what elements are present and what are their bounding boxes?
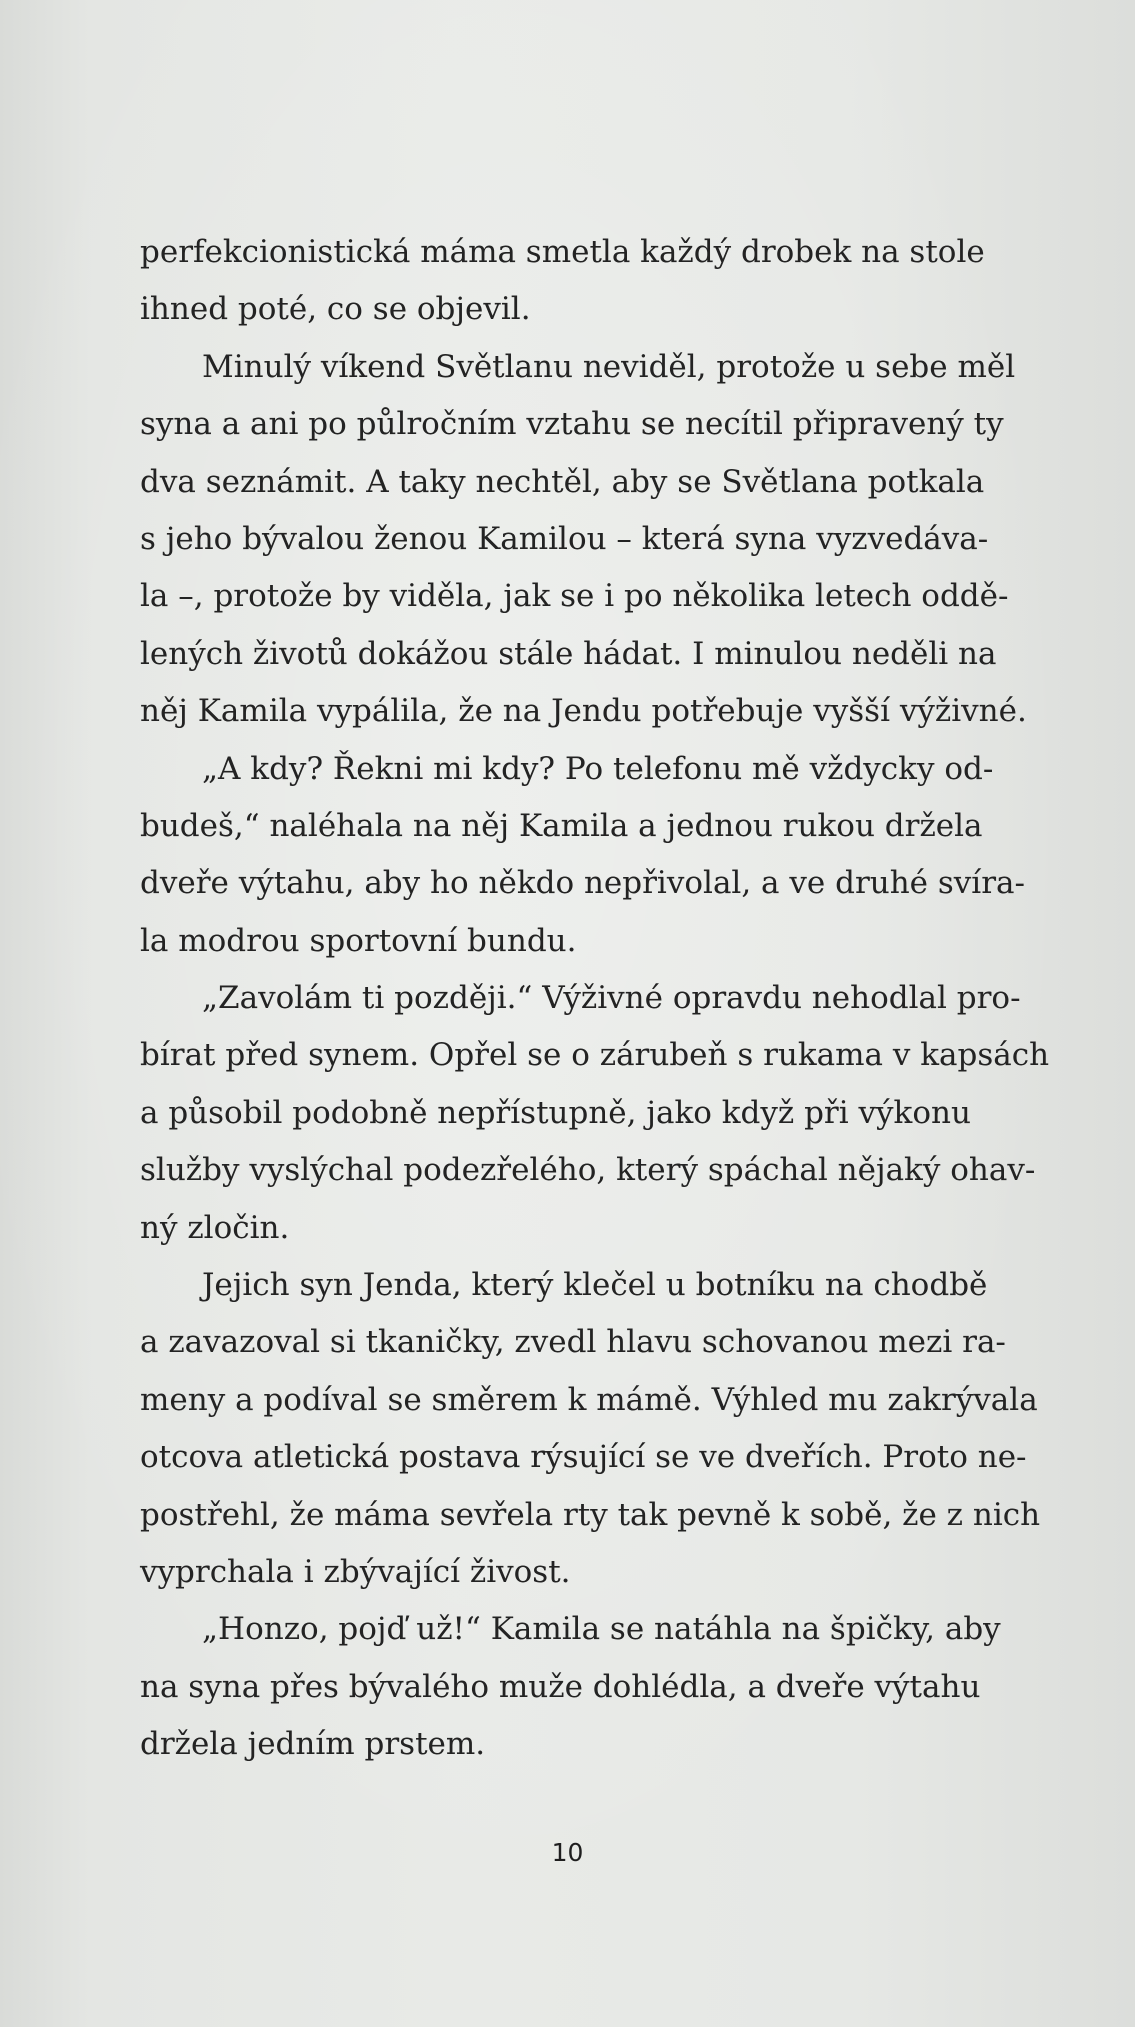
text-line: otcova atletická postava rýsující se ve dveřích. Proto ne- (140, 1439, 1027, 1476)
text-line: postřehl, že máma sevřela rty tak pevně k sobě, že z nich (140, 1496, 1041, 1533)
text-line: la modrou sportovní bundu. (140, 922, 577, 959)
text-line: ný zločin. (140, 1209, 290, 1246)
text-line: syna a ani po půlročním vztahu se necítil připravený ty (140, 406, 1004, 443)
paragraph-first-line: Jejich syn Jenda, který klečel u botníku na chodbě (202, 1267, 988, 1304)
text-line: na syna přes bývalého muže dohlédla, a dveře výtahu (140, 1668, 981, 1705)
text-line: lených životů dokážou stále hádat. I minulou neděli na (140, 635, 997, 672)
paragraph-first-line: Minulý víkend Světlanu neviděl, protože u sebe měl (202, 348, 1016, 385)
text-line: a zavazoval si tkaničky, zvedl hlavu schovanou mezi ra- (140, 1324, 1006, 1361)
paragraph-first-line: „Zavolám ti později.“ Výživné opravdu nehodlal pro- (202, 980, 1021, 1017)
page-number: 10 (551, 1838, 584, 1867)
text-line: držela jedním prstem. (140, 1726, 486, 1763)
text-line: s jeho bývalou ženou Kamilou – která syna vyzvedáva- (140, 520, 989, 557)
text-line: dva seznámit. A taky nechtěl, aby se Světlana potkala (140, 463, 985, 500)
text-line: la –, protože by viděla, jak se i po několika letech oddě- (140, 578, 1009, 615)
text-line: vyprchala i zbývající živost. (140, 1553, 571, 1590)
text-line: něj Kamila vypálila, že na Jendu potřebuje vyšší výživné. (140, 693, 1027, 730)
text-line: meny a podíval se směrem k mámě. Výhled mu zakrývala (140, 1381, 1038, 1418)
text-line: a působil podobně nepřístupně, jako když při výkonu (140, 1094, 971, 1131)
body-text (140, 224, 1050, 1774)
paragraph-first-line: „A kdy? Řekni mi kdy? Po telefonu mě vždycky od- (202, 750, 994, 787)
text-line: dveře výtahu, aby ho někdo nepřivolal, a ve druhé svíra- (140, 865, 1025, 902)
text-line: budeš,“ naléhala na něj Kamila a jednou rukou držela (140, 807, 983, 844)
text-line: služby vyslýchal podezřelého, který spáchal nějaký ohav- (140, 1152, 1036, 1189)
text-line: perfekcionistická máma smetla každý drobek na stole (140, 234, 985, 270)
text-line: ihned poté, co se objevil. (140, 291, 531, 328)
paragraph-first-line: „Honzo, pojď už!“ Kamila se natáhla na špičky, aby (202, 1611, 1001, 1648)
text-line: bírat před synem. Opřel se o zárubeň s rukama v kapsách (140, 1037, 1050, 1074)
